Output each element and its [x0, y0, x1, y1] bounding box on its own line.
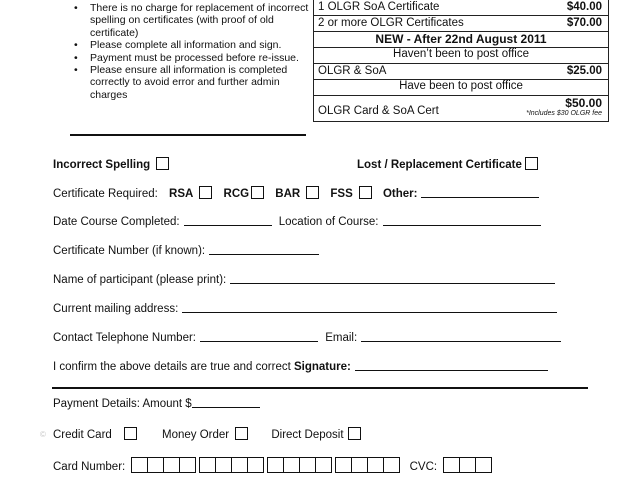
incorrect-spelling-option: [53, 157, 169, 171]
price-table-new-heading: [314, 32, 608, 48]
signature-field[interactable]: [355, 360, 548, 371]
price-row-value: $25.00: [566, 65, 602, 77]
telephone-field[interactable]: [200, 331, 318, 342]
instruction-item: • Please ensure all information is completed correctly to avoid error and further admin charges: [72, 64, 312, 101]
rsa-checkbox[interactable]: [199, 186, 212, 199]
price-row-value: $50.00: [565, 96, 602, 110]
location-label: Location of Course:: [278, 216, 379, 228]
certificate-number-label: Certificate Number (if known):: [53, 245, 206, 257]
participant-name-label: Name of participant (please print):: [53, 274, 227, 286]
price-row-label: 1 OLGR SoA Certificate: [318, 1, 440, 13]
direct-deposit-label: Direct Deposit: [271, 429, 344, 441]
lost-replacement-checkbox[interactable]: [525, 157, 538, 170]
fss-label: FSS: [330, 188, 353, 200]
price-row: [314, 96, 608, 121]
email-field[interactable]: [361, 331, 561, 342]
course-row: [53, 215, 541, 228]
lost-replacement-label: Lost / Replacement Certificate: [357, 159, 522, 171]
subheading-text: Have been to post office: [399, 80, 523, 92]
section-divider: [52, 387, 588, 389]
incorrect-spelling-label: Incorrect Spelling: [53, 159, 151, 171]
payment-method-row: [53, 427, 361, 441]
price-table: [313, 0, 609, 122]
price-row-note: *Includes $30 OLGR fee: [526, 110, 602, 117]
direct-deposit-checkbox[interactable]: [348, 427, 361, 440]
price-row-value: $40.00: [566, 1, 602, 13]
mailing-address-label: Current mailing address:: [53, 303, 179, 315]
bar-label: BAR: [275, 188, 301, 200]
payment-amount-label: Payment Details: Amount $: [53, 398, 192, 410]
card-number-boxes[interactable]: [132, 457, 404, 476]
instruction-item: • Please complete all information and sign.: [72, 39, 312, 51]
participant-name-row: [53, 273, 555, 286]
price-row-label: 2 or more OLGR Certificates: [318, 17, 464, 29]
subheading-text: Haven’t been to post office: [393, 48, 529, 60]
price-subheading: [314, 80, 608, 96]
email-label: Email:: [325, 332, 358, 344]
telephone-label: Contact Telephone Number:: [53, 332, 196, 344]
fss-checkbox[interactable]: [359, 186, 372, 199]
price-row: [314, 16, 608, 32]
certificate-number-field[interactable]: [209, 244, 319, 255]
price-row-value: $70.00: [566, 17, 602, 29]
rcg-checkbox[interactable]: [251, 186, 264, 199]
instructions-list: [72, 2, 312, 101]
other-field[interactable]: [421, 187, 539, 198]
credit-card-label: Credit Card: [53, 429, 112, 441]
money-order-checkbox[interactable]: [235, 427, 248, 440]
cvc-label: CVC:: [409, 461, 438, 473]
price-row-label: OLGR Card & SoA Cert: [318, 105, 439, 117]
money-order-label: Money Order: [162, 429, 230, 441]
new-heading-text: NEW - After 22nd August 2011: [375, 32, 547, 46]
contact-row: [53, 331, 561, 344]
participant-name-field[interactable]: [230, 273, 555, 284]
notes-divider: [70, 134, 306, 136]
date-completed-label: Date Course Completed:: [53, 216, 180, 228]
price-row-label: OLGR & SoA: [318, 65, 387, 77]
certificate-required-row: [53, 186, 539, 200]
certificate-required-label: Certificate Required:: [53, 188, 158, 200]
payment-amount-field[interactable]: [192, 397, 260, 408]
mailing-address-row: [53, 302, 557, 315]
lost-replacement-option: [357, 157, 538, 171]
incorrect-spelling-checkbox[interactable]: [156, 157, 169, 170]
card-number-label: Card Number:: [53, 461, 126, 473]
bar-checkbox[interactable]: [306, 186, 319, 199]
watermark: ©: [40, 430, 46, 439]
card-number-row: [53, 457, 492, 476]
confirm-text: I confirm the above details are true and correct: [53, 361, 291, 373]
certificate-number-row: [53, 244, 319, 257]
instruction-item: • Payment must be processed before re-issue.: [72, 52, 312, 64]
rsa-label: RSA: [169, 188, 194, 200]
instruction-item: • There is no charge for replacement of incorrect spelling on certificates (with proof of old certificate): [72, 2, 312, 39]
mailing-address-field[interactable]: [182, 302, 557, 313]
payment-amount-row: [53, 397, 260, 410]
date-completed-field[interactable]: [184, 215, 272, 226]
price-row: [314, 0, 608, 16]
price-subheading: [314, 48, 608, 64]
other-label: Other:: [382, 188, 418, 200]
confirm-row: [53, 360, 548, 373]
cvc-boxes[interactable]: [444, 457, 492, 476]
location-field[interactable]: [383, 215, 541, 226]
signature-label: Signature:: [294, 361, 351, 373]
price-row: [314, 64, 608, 80]
rcg-label: RCG: [223, 188, 250, 200]
credit-card-checkbox[interactable]: [124, 427, 137, 440]
